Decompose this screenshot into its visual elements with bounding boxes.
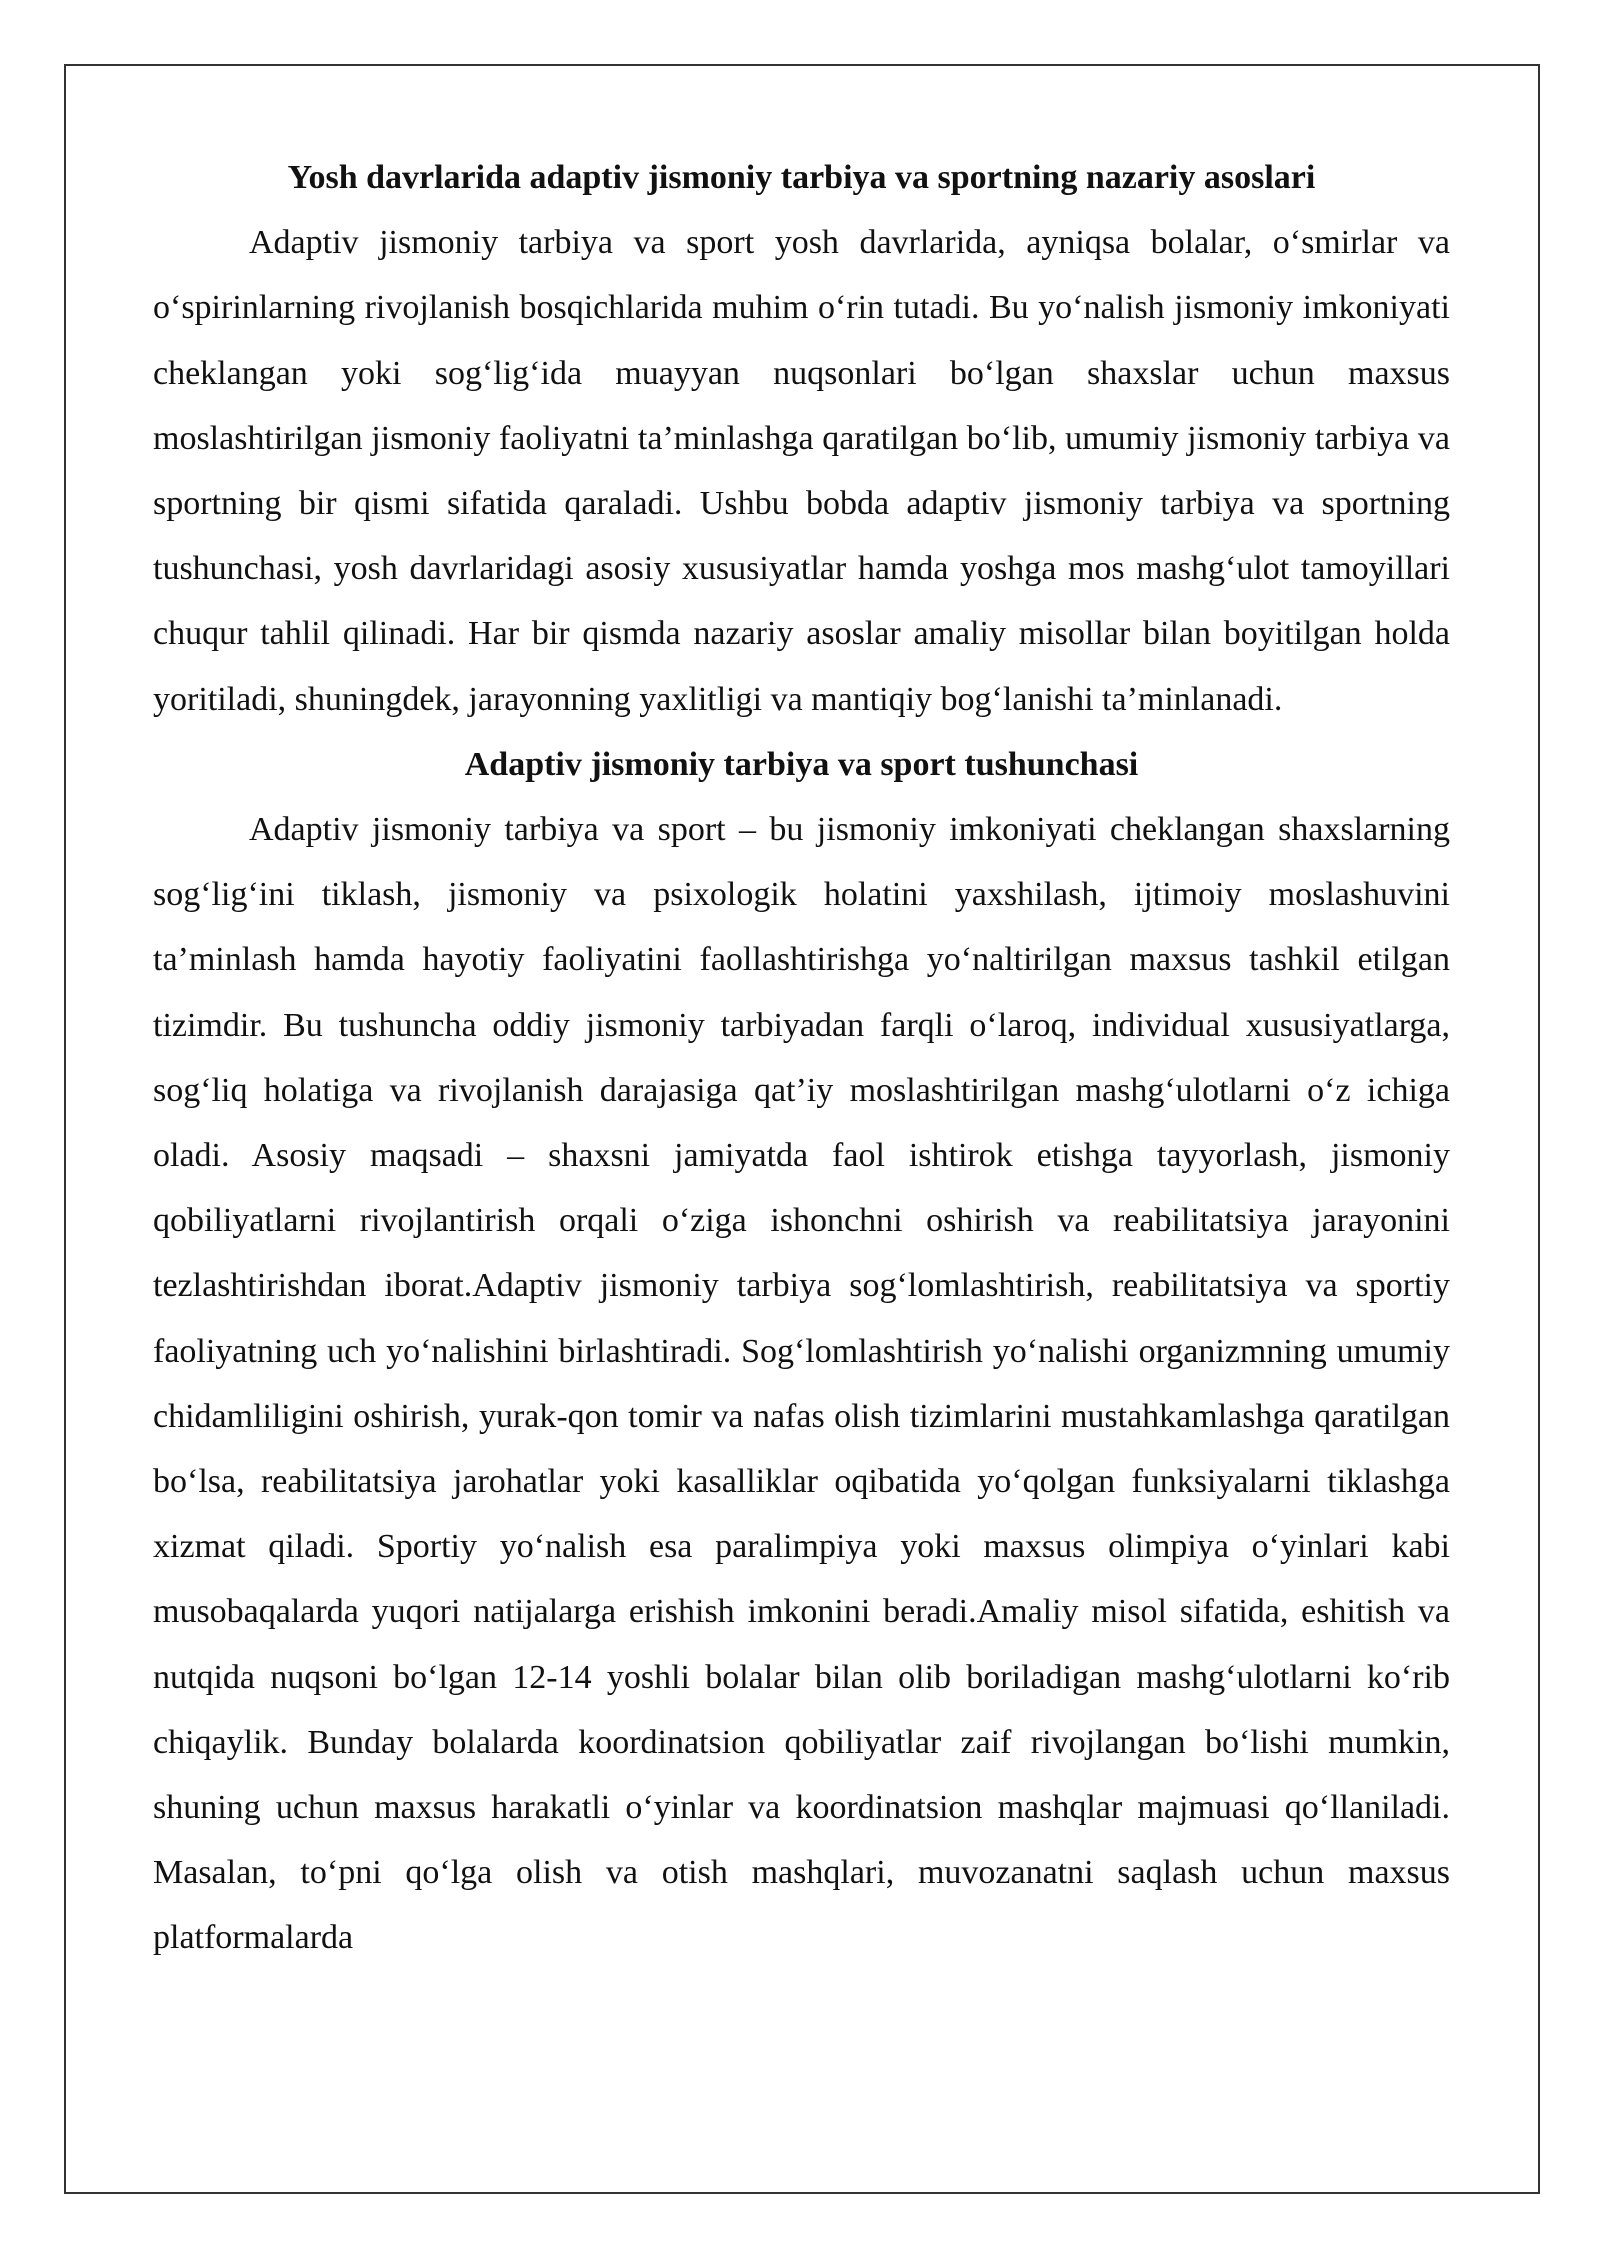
body-paragraph: Adaptiv jismoniy tarbiya va sport – bu jismoniy imkoniyati cheklangan shaxslarning sog‘lig‘ini tiklash, jismoniy va psixologik holatini yaxshilash, ijtimoiy moslashuvini ta’minlash hamda hayotiy faoliyatini faollashtirishga yo‘naltirilgan maxsus tashkil etilgan tizimdir. Bu tushuncha oddiy jismoniy tarbiyadan farqli o‘laroq, individual xususiyatlarga, sog‘liq holatiga va rivojlanish darajasiga qat’iy moslashtirilgan mashg‘ulotlarni o‘z ichiga oladi. Asosiy maqsadi – shaxsni jamiyatda faol ishtirok etishga tayyorlash, jismoniy qobiliyatlarni rivojlantirish orqali o‘ziga ishonchni oshirish va reabilitatsiya jarayonini tezlashtirishdan iborat.Adaptiv jismoniy tarbiya sog‘lomlashtirish, reabilitatsiya va sportiy faoliyatning uch yo‘nalishini birlashtiradi. Sog‘lomlashtirish yo‘nalishi organizmning umumiy chidamliligini oshirish, yurak-qon tomir va nafas olish tizimlarini mustahkamlashga qaratilgan bo‘lsa, reabilitatsiya jarohatlar yoki kasalliklar oqibatida yo‘qolgan funksiyalarni tiklashga xizmat qiladi. Sportiy yo‘nalish esa paralimpiya yoki maxsus olimpiya o‘yinlari kabi musobaqalarda yuqori natijalarga erishish imkonini beradi.Amaliy misol sifatida, eshitish va nutqida nuqsoni bo‘lgan 12-14 yoshli bolalar bilan olib boriladigan mashg‘ulotlarni ko‘rib chiqaylik. Bunday bolalarda koordinatsion qobiliyatlar zaif rivojlangan bo‘lishi mumkin, shuning uchun maxsus harakatli o‘yinlar va koordinatsion mashqlar majmuasi qo‘llaniladi. Masalan, to‘pni qo‘lga olish va otish mashqlari, muvozanatni saqlash uchun maxsus platformalarda — [153, 811, 1450, 1957]
document-body — [153, 145, 1450, 1971]
section-heading: Yosh davrlarida adaptiv jismoniy tarbiya va sportning nazariy asoslari — [287, 159, 1316, 196]
body-paragraph: Adaptiv jismoniy tarbiya va sport yosh davrlarida, ayniqsa bolalar, o‘smirlar va o‘spirinlarning rivojlanish bosqichlarida muhim o‘rin tutadi. Bu yo‘nalish jismoniy imkoniyati cheklangan yoki sog‘lig‘ida muayyan nuqsonlari bo‘lgan shaxslar uchun maxsus moslashtirilgan jismoniy faoliyatni ta’minlashga qaratilgan bo‘lib, umumiy jismoniy tarbiya va sportning bir qismi sifatida qaraladi. Ushbu bobda adaptiv jismoniy tarbiya va sportning tushunchasi, yosh davrlaridagi asosiy xususiyatlar hamda yoshga mos mashg‘ulot tamoyillari chuqur tahlil qilinadi. Har bir qismda nazariy asoslar amaliy misollar bilan boyitilgan holda yoritiladi, shuningdek, jarayonning yaxlitligi va mantiqiy bog‘lanishi ta’minlanadi. — [153, 224, 1450, 718]
subsection-heading: Adaptiv jismoniy tarbiya va sport tushunchasi — [464, 745, 1139, 783]
